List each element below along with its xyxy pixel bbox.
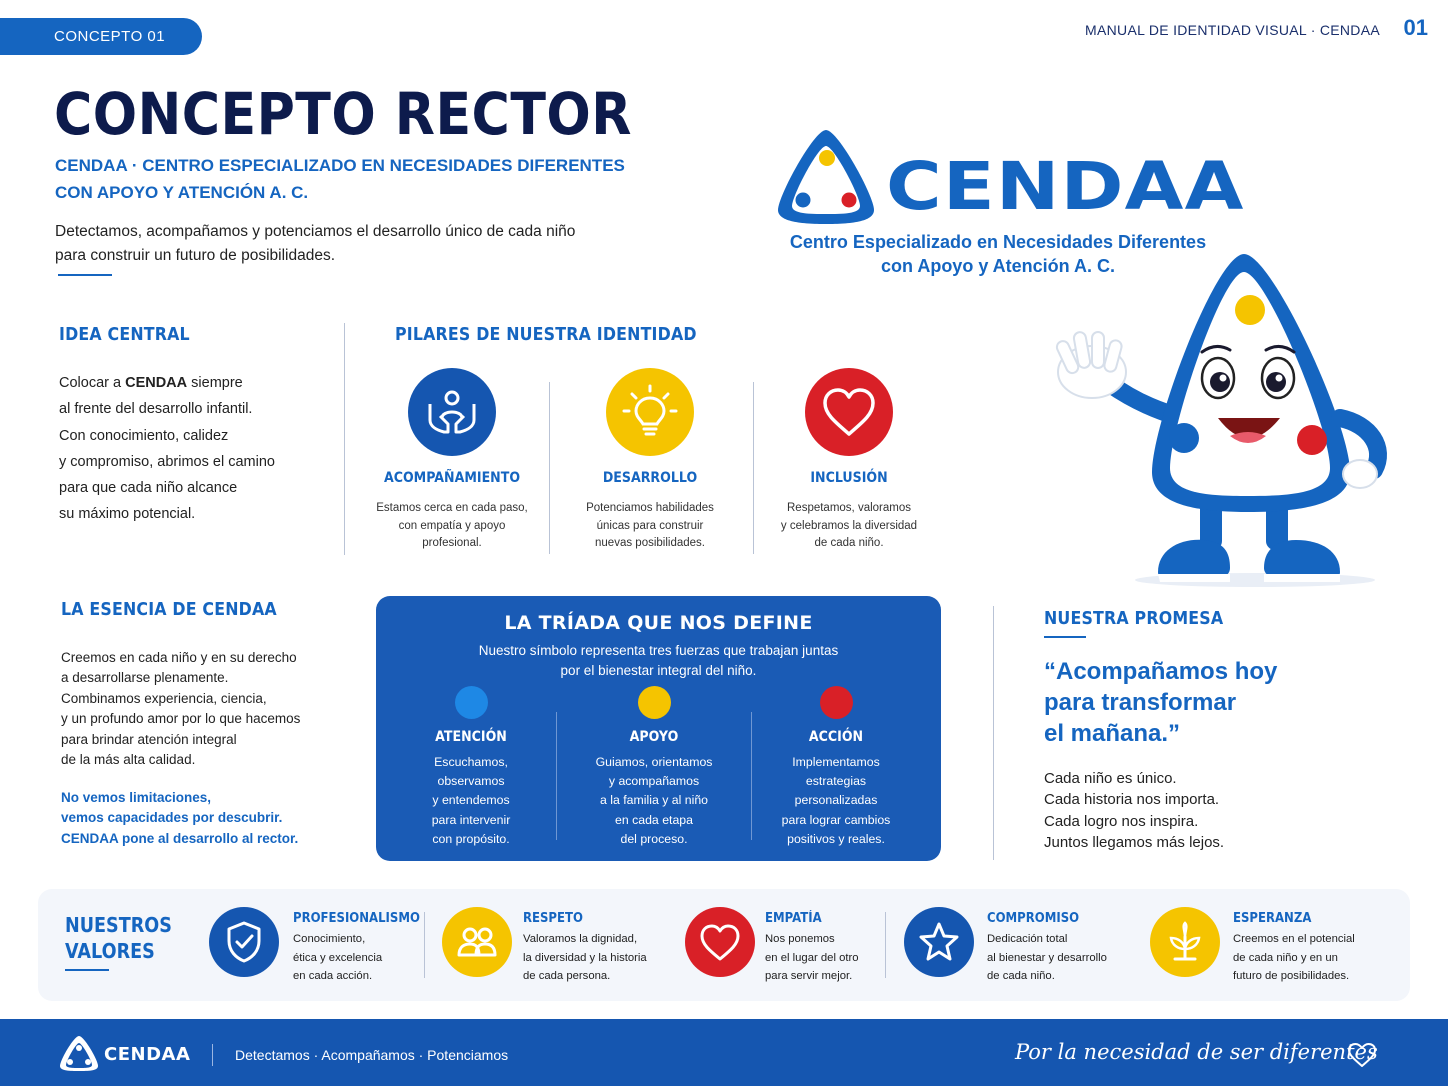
pillar-acompanamiento	[357, 368, 547, 553]
pillar-title: ACOMPAÑAMIENTO	[383, 470, 521, 486]
red-dot-icon	[820, 686, 853, 719]
valor-description: Creemos en el potencial de cada niño y en un futuro de posibilidades.	[1233, 933, 1355, 982]
triada-item-atencion: ATENCIÓN Escuchamos, observamos y entendemos para intervenir con propósito.	[381, 686, 561, 849]
valor-title: ESPERANZA	[1233, 911, 1312, 926]
divider	[58, 274, 112, 276]
promesa-text: Cada niño es único. Cada historia nos importa. Cada logro nos inspira. Juntos llegamos más lejos.	[1044, 770, 1225, 851]
people-icon	[442, 907, 512, 977]
valor-description: Nos ponemos en el lugar del otro para servir mejor.	[765, 933, 859, 982]
divider	[424, 912, 425, 978]
divider	[556, 712, 557, 840]
shield-check-icon	[209, 907, 279, 977]
footer-wordmark: CENDAA	[104, 1044, 191, 1065]
idea-heading: IDEA CENTRAL	[59, 324, 190, 345]
divider	[885, 912, 886, 978]
concept-tag: CONCEPTO 01	[0, 18, 202, 55]
valor-title: RESPETO	[523, 911, 583, 926]
valor-title: COMPROMISO	[987, 911, 1080, 926]
page-subtitle: CENDAA · CENTRO ESPECIALIZADO EN NECESIDADES DIFERENTES CON APOYO Y ATENCIÓN A. C.	[55, 156, 625, 202]
pillar-title: DESARROLLO	[602, 470, 698, 486]
idea-text: Colocar a CENDAA siempre al frente del desarrollo infantil. Con conocimiento, calidez y compromiso, abrimos el camino para que cada niño alcance su máximo potencial.	[59, 375, 275, 523]
pilares-heading: PILARES DE NUESTRA IDENTIDAD	[395, 324, 697, 345]
mascot-illustration	[1040, 248, 1410, 588]
esencia-text: Creemos en cada niño y en su derecho a desarrollarse plenamente. Combinamos experiencia, ciencia, y un profundo amor por lo que hacemos para brindar atención integral de la más alta calidad.	[61, 650, 301, 768]
footer-slogan: Por la necesidad de ser diferentes	[1015, 1040, 1378, 1064]
valor-title: PROFESIONALISMO	[293, 911, 420, 926]
pillar-description: Potenciamos habilidades únicas para construir nuevas posibilidades.	[586, 502, 714, 549]
divider	[1044, 636, 1086, 638]
intro-text: Detectamos, acompañamos y potenciamos el desarrollo único de cada niño para construir un futuro de posibilidades.	[55, 223, 576, 264]
esencia-heading: LA ESENCIA DE CENDAA	[61, 599, 277, 620]
triada-item-accion: ACCIÓN Implementamos estrategias personalizadas para lograr cambios positivos y reales.	[746, 686, 926, 849]
pillar-inclusion	[754, 368, 944, 553]
pillar-description: Respetamos, valoramos y celebramos la diversidad de cada niño.	[780, 502, 918, 549]
valor-description: Conocimiento, ética y excelencia en cada acción.	[293, 933, 383, 982]
star-icon	[904, 907, 974, 977]
yellow-dot-icon	[638, 686, 671, 719]
valor-title: EMPATÍA	[765, 911, 822, 926]
divider	[993, 606, 994, 860]
logo-wordmark: CENDAA	[886, 148, 1245, 225]
support-hands-icon	[408, 368, 496, 456]
triada-title: LA TRÍADA QUE NOS DEFINE	[504, 612, 813, 634]
divider	[549, 382, 550, 554]
promesa-heading: NUESTRA PROMESA	[1044, 608, 1224, 629]
pillar-description: Estamos cerca en cada paso, con empatía y apoyo profesional.	[376, 502, 528, 549]
lightbulb-icon	[606, 368, 694, 456]
page-title: CONCEPTO RECTOR	[54, 80, 632, 148]
heart-icon	[685, 907, 755, 977]
valor-description: Dedicación total al bienestar y desarrollo de cada niño.	[987, 933, 1107, 982]
page-number: 01	[1403, 15, 1428, 40]
valor-description: Valoramos la dignidad, la diversidad y la historia de cada persona.	[523, 933, 647, 982]
blue-dot-icon	[455, 686, 488, 719]
sprout-icon	[1150, 907, 1220, 977]
cendaa-logo-icon	[58, 1034, 100, 1072]
valores-heading: NUESTROS VALORES	[65, 913, 172, 963]
footer-tagline: Detectamos · Acompañamos · Potenciamos	[235, 1047, 509, 1063]
logo-subtitle: Centro Especializado en Necesidades Diferentes con Apoyo y Atención A. C.	[789, 232, 1207, 276]
cendaa-logo-icon	[772, 126, 880, 226]
manual-title: MANUAL DE IDENTIDAD VISUAL · CENDAA	[1085, 22, 1380, 38]
triada-subtitle: Nuestro símbolo representa tres fuerzas que trabajan juntas por el bienestar integral del niño.	[478, 643, 839, 678]
esencia-highlight: No vemos limitaciones, vemos capacidades por descubrir. CENDAA pone al desarrollo al rector.	[61, 790, 299, 846]
triada-card	[376, 596, 941, 861]
divider	[344, 323, 345, 555]
triada-item-apoyo: APOYO Guiamos, orientamos y acompañamos a la familia y al niño en cada etapa del proceso.	[564, 686, 744, 849]
pillar-desarrollo	[555, 368, 745, 553]
heart-icon	[805, 368, 893, 456]
divider	[65, 969, 109, 971]
promesa-quote: “Acompañamos hoy para transformar el mañana.”	[1044, 658, 1278, 747]
heart-outline-icon	[1347, 1042, 1377, 1068]
pillar-title: INCLUSIÓN	[810, 470, 888, 486]
divider	[212, 1044, 213, 1066]
